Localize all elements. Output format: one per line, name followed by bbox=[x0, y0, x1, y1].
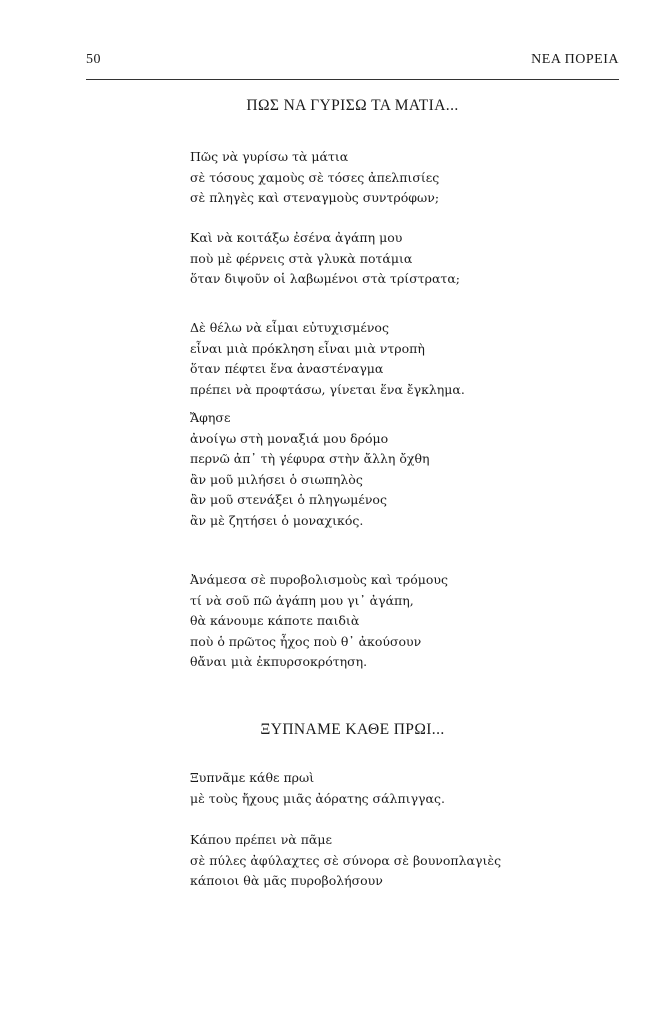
poem-line: Ξυπνᾶμε κάθε πρωὶ bbox=[190, 770, 315, 785]
poem-line: ποὺ μὲ φέρνεις στὰ γλυκὰ ποτάμια bbox=[190, 250, 413, 266]
stanza bbox=[190, 408, 430, 532]
poem-line: Πῶς νὰ γυρίσω τὰ μάτια bbox=[190, 149, 349, 164]
stanza bbox=[190, 830, 501, 892]
stanza bbox=[190, 570, 448, 673]
poem-line: ποὺ ὁ πρῶτος ἦχος ποὺ θ᾿ ἀκούσουν bbox=[190, 633, 422, 649]
stanza bbox=[190, 768, 445, 809]
poem-line: θἄναι μιὰ ἐκπυρσοκρότηση. bbox=[190, 654, 368, 670]
poem-line: σὲ τόσους χαμοὺς σὲ τόσες ἀπελπισίες bbox=[190, 169, 440, 185]
stanza bbox=[190, 228, 460, 290]
poem-line: κάποιοι θὰ μᾶς πυροβολήσουν bbox=[190, 873, 383, 889]
stanza bbox=[190, 147, 439, 209]
running-title: ΝΕΑ ΠΟΡΕΙΑ bbox=[531, 52, 619, 67]
poem-title: ΠΩΣ ΝΑ ΓΥΡΙΣΩ ΤΑ ΜΑΤΙΑ... bbox=[246, 97, 459, 114]
poem-line: Ἀνάμεσα σὲ πυροβολισμοὺς καὶ τρόμους bbox=[190, 572, 449, 587]
poem-line: περνῶ ἀπ᾿ τὴ γέφυρα στὴν ἄλλη ὄχθη bbox=[190, 451, 430, 467]
poem-line: ὅταν πέφτει ἕνα ἀναστέναγμα bbox=[190, 361, 384, 377]
header-rule bbox=[86, 79, 619, 80]
poem-line: εἶναι μιὰ πρόκληση εἶναι μιὰ ντροπὴ bbox=[190, 340, 425, 356]
poem-line: Ἄφησε bbox=[190, 410, 231, 425]
page-number: 50 bbox=[86, 52, 101, 67]
poem-line: ἀνοίγω στὴ μοναξιά μου δρόμο bbox=[190, 430, 389, 446]
stanza bbox=[190, 318, 465, 400]
poem-line: μὲ τοὺς ἤχους μιᾶς ἀόρατης σάλπιγγας. bbox=[190, 790, 445, 806]
poem-line: σὲ πληγὲς καὶ στεναγμοὺς συντρόφων; bbox=[190, 190, 440, 206]
poem-line: Καὶ νὰ κοιτάξω ἐσένα ἀγάπη μου bbox=[190, 230, 403, 245]
page-header bbox=[86, 52, 619, 74]
poem-line: σὲ πύλες ἀφύλαχτες σὲ σύνορα σὲ βουνοπλαγιὲς bbox=[190, 852, 502, 868]
poem-line: πρέπει νὰ προφτάσω, γίνεται ἕνα ἔγκλημα. bbox=[190, 381, 465, 397]
poem-line: θὰ κάνουμε κάποτε παιδιὰ bbox=[190, 613, 360, 629]
poem-title: ΞΥΠΝΑΜΕ ΚΑΘΕ ΠΡΩΙ... bbox=[260, 721, 445, 738]
poem-line: Κάπου πρέπει νὰ πᾶμε bbox=[190, 832, 332, 847]
poem-line: Δὲ θέλω νὰ εἶμαι εὐτυχισμένος bbox=[190, 320, 389, 335]
poem-line: ἂν μοῦ μιλήσει ὁ σιωπηλὸς bbox=[190, 471, 363, 487]
poem-line: ὅταν διψοῦν οἱ λαβωμένοι στὰ τρίστρατα; bbox=[190, 271, 460, 287]
poem-line: ἂν μὲ ζητήσει ὁ μοναχικός. bbox=[190, 512, 364, 528]
poem-line: ἂν μοῦ στενάξει ὁ πληγωμένος bbox=[190, 492, 387, 508]
poem-line: τί νὰ σοῦ πῶ ἀγάπη μου γι᾿ ἀγάπη, bbox=[190, 592, 414, 608]
